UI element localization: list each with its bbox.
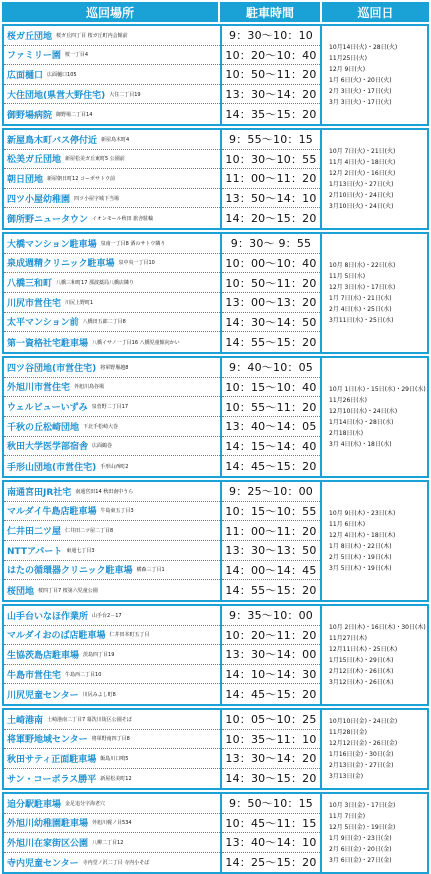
stop-name: 川尻児童センター: [7, 690, 79, 701]
stop-name: 生協茨島店駐車場: [7, 650, 80, 661]
stop-time: 14：45～15：20: [225, 460, 317, 474]
stop-row: [4, 26, 220, 46]
time-row: [222, 814, 320, 834]
stop-time: 10：50～11：20: [225, 68, 317, 82]
time-row: [222, 437, 320, 457]
visit-date-line: 3月10日(火)・24日(火): [329, 203, 394, 210]
stop-row: [4, 794, 220, 814]
visit-date-line: 12月 3日(水)・17日(水): [329, 284, 396, 291]
time-row: [222, 606, 320, 626]
location-column: [4, 710, 220, 788]
stop-address: 下北手松崎大巻: [83, 423, 119, 430]
stop-name: 秋田大学医学部宿舎: [7, 442, 89, 453]
route-group: [2, 24, 429, 126]
stop-name: 御所野ニュータウン: [7, 214, 89, 225]
time-row: [222, 293, 320, 313]
time-row: [222, 710, 320, 730]
visit-date-line: 3月 5日(木)・19日(木): [329, 565, 392, 572]
stop-name: 千秋の丘松崎団地: [7, 422, 80, 433]
stop-address: 新屋朝日町12 コーポサトウ前: [47, 175, 115, 182]
stop-time: 10：30～10：55: [225, 152, 317, 166]
time-row: [222, 150, 320, 170]
stop-row: [4, 561, 220, 581]
stop-address: 東通七丁目3: [66, 547, 95, 554]
stop-row: [4, 730, 220, 750]
visit-date-line: 3月 3日(火)・17日(火): [329, 99, 392, 106]
stop-row: [4, 234, 220, 254]
stop-time: 10：50～11：20: [225, 276, 317, 290]
stop-row: [4, 332, 220, 352]
stop-address: 桜一丁目4: [64, 52, 89, 59]
route-group: [2, 356, 429, 478]
stop-address: 牛島東五丁目3: [100, 508, 134, 515]
stop-row: [4, 169, 220, 189]
stop-row: [4, 208, 220, 228]
visit-date-line: 2月10日(火)・24日(火): [329, 192, 394, 199]
stop-name: サン・コーポラス勝平: [7, 774, 97, 785]
stop-address: イオンモール秋田 旅舎駐輪: [92, 215, 154, 222]
stop-address: 大住二丁目19: [109, 91, 141, 98]
stop-time: 10：15～10：55: [225, 504, 317, 518]
visit-date-line: 3月 6日(金)・27日(金): [329, 857, 392, 864]
stop-name: 八橋三和町: [7, 279, 53, 290]
time-column: [220, 710, 322, 788]
stop-time: 13：30～14：20: [225, 752, 317, 766]
stop-address: 手形山西町2: [100, 463, 129, 470]
time-row: [222, 65, 320, 85]
time-row: [222, 749, 320, 769]
visit-date-line: 10月 8日(水)・22日(水): [329, 262, 396, 269]
time-row: [222, 273, 320, 293]
stop-row: [4, 606, 220, 626]
visit-date-line: 12月 4日(木)・18日(木): [329, 532, 396, 539]
visit-date-line: 12月11日(木)・25日(木): [329, 646, 398, 653]
stop-address: 仁井田二ツ屋二丁目8: [65, 528, 114, 535]
location-column: [4, 794, 220, 872]
location-column: [4, 606, 220, 704]
stop-row: [4, 254, 220, 274]
date-column: [324, 606, 427, 704]
stop-time: 13：30～14：20: [225, 88, 317, 102]
stop-time: 13：40～14：10: [225, 836, 317, 850]
stop-name: 四ツ谷団地(市営住宅): [7, 363, 97, 374]
header-date: 巡回日: [322, 2, 429, 22]
stop-row: [4, 521, 220, 541]
stop-name: NTTアパート: [7, 546, 63, 557]
stop-name: 四ツ小屋幼稚園: [7, 194, 71, 205]
time-row: [222, 482, 320, 502]
time-row: [222, 234, 320, 254]
date-column: [324, 794, 427, 872]
stop-row: [4, 502, 220, 522]
stop-row: [4, 417, 220, 437]
stop-row: [4, 437, 220, 457]
stop-address: 泉南一丁目8 酒のサトウ隣り: [100, 240, 166, 247]
visit-date-line: 1月 7日(水)・21日(水): [329, 295, 392, 302]
stop-name: 第一資格社宅駐車場: [7, 338, 89, 349]
stop-time: 14：15～14：40: [225, 439, 317, 453]
stop-name: 山手台いなほ作業所: [7, 611, 89, 622]
visit-date-line: 1月 8日(木)・22日(木): [329, 543, 392, 550]
stop-name: 牛島市営住宅: [7, 670, 62, 681]
time-row: [222, 561, 320, 581]
visit-date-line: 11月27日(木): [329, 635, 367, 642]
stop-time: 14：55～15：20: [225, 336, 317, 350]
time-row: [222, 358, 320, 378]
time-row: [222, 169, 320, 189]
stop-address: 広面鶴巻: [92, 443, 113, 450]
time-row: [222, 521, 320, 541]
stop-address: 外旭川梶ノ目534: [92, 820, 132, 827]
visit-date-line: 2月 6日(金)・20日(金): [329, 846, 392, 853]
stop-address: 飯島川口鳴5: [100, 755, 129, 762]
stop-address: 川尻上野町1: [65, 299, 94, 306]
header-time: 駐車時間: [220, 2, 320, 22]
stop-name: 秋田サティ正面駐車場: [7, 754, 97, 765]
stop-time: 10：20～11：20: [225, 628, 317, 642]
stop-address: 桜ガ丘四丁目 桜ガ丘町内会館前: [56, 32, 128, 39]
stop-address: 将軍野南四丁目8: [91, 736, 130, 743]
stop-name: 大橋マンション駐車場: [7, 239, 97, 250]
visit-date-line: 11月 4日(火)・18日(火): [329, 159, 396, 166]
location-column: [4, 130, 220, 228]
stop-time: 14：45～15：20: [225, 688, 317, 702]
location-column: [4, 234, 220, 352]
visit-date-line: 2月12日(木)・26日(木): [329, 668, 394, 675]
stop-row: [4, 46, 220, 66]
time-row: [222, 665, 320, 685]
visit-date-line: 2月18日(水): [329, 430, 364, 437]
stop-name: 朝日団地: [7, 174, 44, 185]
time-column: [220, 130, 322, 228]
time-row: [222, 313, 320, 333]
route-group: [2, 708, 429, 790]
stop-name: 泉成週精クリニック駐車場: [7, 259, 115, 270]
time-column: [220, 606, 322, 704]
time-row: [222, 130, 320, 150]
stop-address: 八橋イサノ一丁目16 八橋児童館向かい: [92, 339, 180, 346]
stop-row: [4, 541, 220, 561]
stop-address: 土崎港南二丁目7 幕洗川街区公園そば: [47, 716, 132, 723]
visit-date-line: 3月13日(金): [329, 773, 364, 780]
stop-row: [4, 645, 220, 665]
visit-date-line: 1月 6日(火)・20日(火): [329, 77, 392, 84]
stop-row: [4, 665, 220, 685]
visit-date-line: 12月12日(金)・26日(金): [329, 740, 398, 747]
stop-row: [4, 710, 220, 730]
stop-address: 御野場二丁目14: [56, 111, 93, 118]
stop-time: 13：30～13：50: [225, 544, 317, 558]
visit-date-line: 10月 3日(金)・17日(金): [329, 802, 396, 809]
stop-name: マルダイ牛島店駐車場: [7, 507, 97, 518]
stop-row: [4, 456, 220, 476]
stop-address: 牛島西二丁目10: [65, 671, 102, 678]
stop-time: 10：35～11：10: [225, 732, 317, 746]
schedule-table: [2, 2, 429, 870]
time-column: [220, 26, 322, 124]
time-row: [222, 853, 320, 873]
stop-name: 太平マンション前: [7, 318, 79, 329]
stop-time: 11：00～11：20: [225, 524, 317, 538]
visit-date-line: 11月25日(火): [329, 55, 367, 62]
visit-date-line: 1月15日(木)・29日(木): [329, 657, 394, 664]
time-row: [222, 26, 320, 46]
time-row: [222, 254, 320, 274]
stop-name: 広面樋口: [7, 70, 44, 81]
stop-time: 10：45～11：15: [225, 816, 317, 830]
time-column: [220, 482, 322, 600]
route-group: [2, 792, 429, 874]
route-group: [2, 128, 429, 230]
stop-time: 10：55～11：20: [225, 400, 317, 414]
stop-time: 14：25～15：20: [225, 856, 317, 870]
stop-address: 川尻みよし町8: [82, 691, 116, 698]
stop-name: 外旭川在家街区公園: [7, 838, 89, 849]
stop-time: 14：10～14：30: [225, 668, 317, 682]
stop-address: 外旭川鳥谷場: [74, 384, 105, 391]
visit-date-line: 10月 9日(木)・23日(木): [329, 510, 396, 517]
visit-date-line: 11月 7日(金): [329, 813, 366, 820]
visit-date-line: 2月 5日(木)・19日(木): [329, 554, 392, 561]
stop-time: 10：15～10：40: [225, 380, 317, 394]
visit-date-line: 2月13日(金)・27日(金): [329, 762, 394, 769]
stop-time: 14：00～14：45: [225, 563, 317, 577]
time-row: [222, 332, 320, 352]
stop-name: 南通宮田JR社宅: [7, 487, 72, 498]
stop-address: 八橋田五郎二丁目8: [82, 319, 126, 326]
date-column: [324, 130, 427, 228]
time-column: [220, 794, 322, 872]
visit-date-line: 10月 2日(木)・16日(木)・30日(木): [329, 624, 426, 631]
stop-address: 八橋三和町17 那波薬局八橋店隣り: [56, 280, 134, 287]
time-row: [222, 208, 320, 228]
stop-address: 山手台2－17: [92, 612, 122, 619]
stop-row: [4, 104, 220, 124]
stop-time: 10：20～10：40: [225, 48, 317, 62]
stop-time: 9：55～10：15: [229, 133, 313, 147]
visit-date-line: 12月 9日(火): [329, 66, 366, 73]
stop-address: 横森三丁目1: [136, 567, 165, 574]
stop-name: 御野場病院: [7, 110, 53, 121]
stop-name: ファミリー園: [7, 51, 61, 62]
stop-time: 11：00～11：20: [225, 172, 317, 186]
time-row: [222, 684, 320, 704]
stop-address: 泉菅野二丁目17: [91, 404, 129, 411]
stop-name: 松美ガ丘団地: [7, 155, 62, 166]
time-row: [222, 378, 320, 398]
stop-name: 将軍野地域センター: [7, 735, 88, 746]
stop-time: 9：35～10：00: [229, 609, 313, 623]
stop-row: [4, 814, 220, 834]
stop-row: [4, 130, 220, 150]
stop-address: 茨島四丁目19: [83, 651, 115, 658]
stop-row: [4, 684, 220, 704]
visit-date-line: 10月 1日(水)・15日(水)・29日(水): [329, 386, 426, 393]
stop-address: 将軍野堰越8: [100, 364, 129, 371]
stop-time: 9：25～10：00: [229, 485, 313, 499]
stop-name: 仁井田二ツ屋: [7, 527, 62, 538]
date-column: [324, 482, 427, 600]
stop-time: 14：35～15：20: [225, 108, 317, 122]
stop-name: 追分駅駐車場: [7, 799, 62, 810]
stop-name: ウェルビューいずみ: [7, 403, 88, 414]
stop-time: 9：50～10：15: [229, 797, 313, 811]
time-row: [222, 794, 320, 814]
stop-row: [4, 313, 220, 333]
visit-date-line: 1月 9日(金)・23日(金): [329, 835, 392, 842]
stop-time: 9：30～10：10: [229, 29, 313, 43]
time-row: [222, 730, 320, 750]
stop-time: 9：40～10：05: [229, 361, 313, 375]
stop-name: 川尻市営住宅: [7, 298, 62, 309]
date-column: [324, 710, 427, 788]
stop-row: [4, 397, 220, 417]
visit-date-line: 2月 4日(水)・25日(水): [329, 306, 392, 313]
stop-name: はたの循環器クリニック駐車場: [7, 566, 133, 577]
time-row: [222, 769, 320, 789]
stop-name: 外旭川市営住宅: [7, 383, 71, 394]
visit-date-line: 12月10日(水)・24日(水): [329, 408, 398, 415]
stop-time: 13：30～14：00: [225, 648, 317, 662]
stop-address: 金足追分字海老穴: [65, 800, 106, 807]
stop-time: 14：30～15：20: [225, 772, 317, 786]
route-group: [2, 604, 429, 706]
visit-date-line: 1月16日(金)・30日(金): [329, 751, 394, 758]
stop-row: [4, 853, 220, 873]
visit-date-line: 11月26日(水): [329, 397, 367, 404]
time-row: [222, 46, 320, 66]
stop-row: [4, 833, 220, 853]
time-row: [222, 189, 320, 209]
time-row: [222, 833, 320, 853]
stop-row: [4, 358, 220, 378]
stop-row: [4, 273, 220, 293]
stop-name: 手形山団地(市営住宅): [7, 462, 97, 473]
stop-address: 仁井田本町五丁目: [109, 632, 150, 639]
time-row: [222, 456, 320, 476]
stop-row: [4, 749, 220, 769]
stop-name: マルダイおのば店駐車場: [7, 631, 106, 642]
route-group: [2, 480, 429, 602]
visit-date-line: 11月28日(金): [329, 729, 367, 736]
stop-name: 外旭川幼稚園駐車場: [7, 819, 89, 830]
visit-date-line: 10月10日(金)・24日(金): [329, 718, 398, 725]
stop-address: 寺内堂ノ沢二丁目 寺内小そば: [82, 859, 150, 866]
time-row: [222, 104, 320, 124]
stop-name: 寺内児童センター: [7, 858, 79, 869]
time-row: [222, 541, 320, 561]
stop-address: 泉中央一丁目10: [118, 260, 155, 267]
stop-address: 新屋松美町12: [100, 775, 132, 782]
stop-address: 新屋鳥木町4: [101, 136, 130, 143]
stop-name: 桜団地: [7, 586, 35, 597]
visit-date-line: 3月11日(水)・25日(水): [329, 317, 394, 324]
stop-row: [4, 85, 220, 105]
stop-time: 14：55～15：20: [225, 584, 317, 598]
header-location: 巡回場所: [2, 2, 218, 22]
location-column: [4, 358, 220, 476]
date-column: [324, 358, 427, 476]
date-column: [324, 234, 427, 352]
visit-date-line: 1月14日(水)・28日(水): [329, 419, 394, 426]
stop-address: 広面樋口105: [47, 71, 77, 78]
visit-date-line: 2月 3日(火)・17日(火): [329, 88, 392, 95]
stop-time: 9：30～ 9：55: [230, 237, 312, 251]
stop-row: [4, 189, 220, 209]
stop-address: 桜四丁目7 桜第六児童公園: [38, 587, 98, 594]
time-row: [222, 417, 320, 437]
visit-date-line: 3月12日(木)・26日(木): [329, 679, 394, 686]
visit-date-line: 11月 5日(水): [329, 273, 366, 280]
stop-time: 10：00～10：40: [225, 256, 317, 270]
visit-date-line: 12月 2日(火)・16日(火): [329, 170, 396, 177]
stop-name: 桜ガ丘団地: [7, 31, 53, 42]
stop-name: 新屋鳥木町バス停付近: [7, 135, 98, 146]
time-row: [222, 397, 320, 417]
stop-address: 八柳二丁目12: [92, 839, 124, 846]
stop-row: [4, 65, 220, 85]
visit-date-line: 10月14日(火)・28日(火): [329, 44, 398, 51]
time-row: [222, 85, 320, 105]
visit-date-line: 11月 6日(木): [329, 521, 366, 528]
time-row: [222, 502, 320, 522]
time-column: [220, 358, 322, 476]
route-group: [2, 232, 429, 354]
stop-time: 14：30～14：50: [225, 315, 317, 329]
location-column: [4, 26, 220, 124]
stop-time: 10：05～10：25: [225, 713, 317, 727]
stop-address: 新屋松美ガ丘東町5 公園前: [65, 156, 125, 163]
stop-time: 14：20～15：20: [225, 212, 317, 226]
visit-date-line: 12月 5日(金)・19日(金): [329, 824, 396, 831]
time-row: [222, 645, 320, 665]
visit-date-line: 10月 7日(火)・21日(火): [329, 148, 396, 155]
location-column: [4, 482, 220, 600]
stop-time: 13：50～14：10: [225, 192, 317, 206]
stop-row: [4, 769, 220, 789]
time-row: [222, 626, 320, 646]
stop-row: [4, 150, 220, 170]
date-column: [324, 26, 427, 124]
stop-name: 土崎港南: [7, 715, 44, 726]
stop-row: [4, 293, 220, 313]
stop-row: [4, 580, 220, 600]
stop-row: [4, 482, 220, 502]
stop-row: [4, 378, 220, 398]
stop-address: 四ツ小屋字城下当場: [74, 195, 120, 202]
stop-time: 13：40～14：05: [225, 420, 317, 434]
visit-date-line: 1月13日(火)・27日(火): [329, 181, 394, 188]
visit-date-line: 3月 4日(水)・18日(水): [329, 441, 392, 448]
time-row: [222, 580, 320, 600]
stop-address: 南通宮田14 秋田南中うら: [75, 488, 134, 495]
stop-row: [4, 626, 220, 646]
time-column: [220, 234, 322, 352]
stop-time: 13：00～13：20: [225, 296, 317, 310]
stop-name: 大住団地(県営大野住宅): [7, 90, 106, 101]
